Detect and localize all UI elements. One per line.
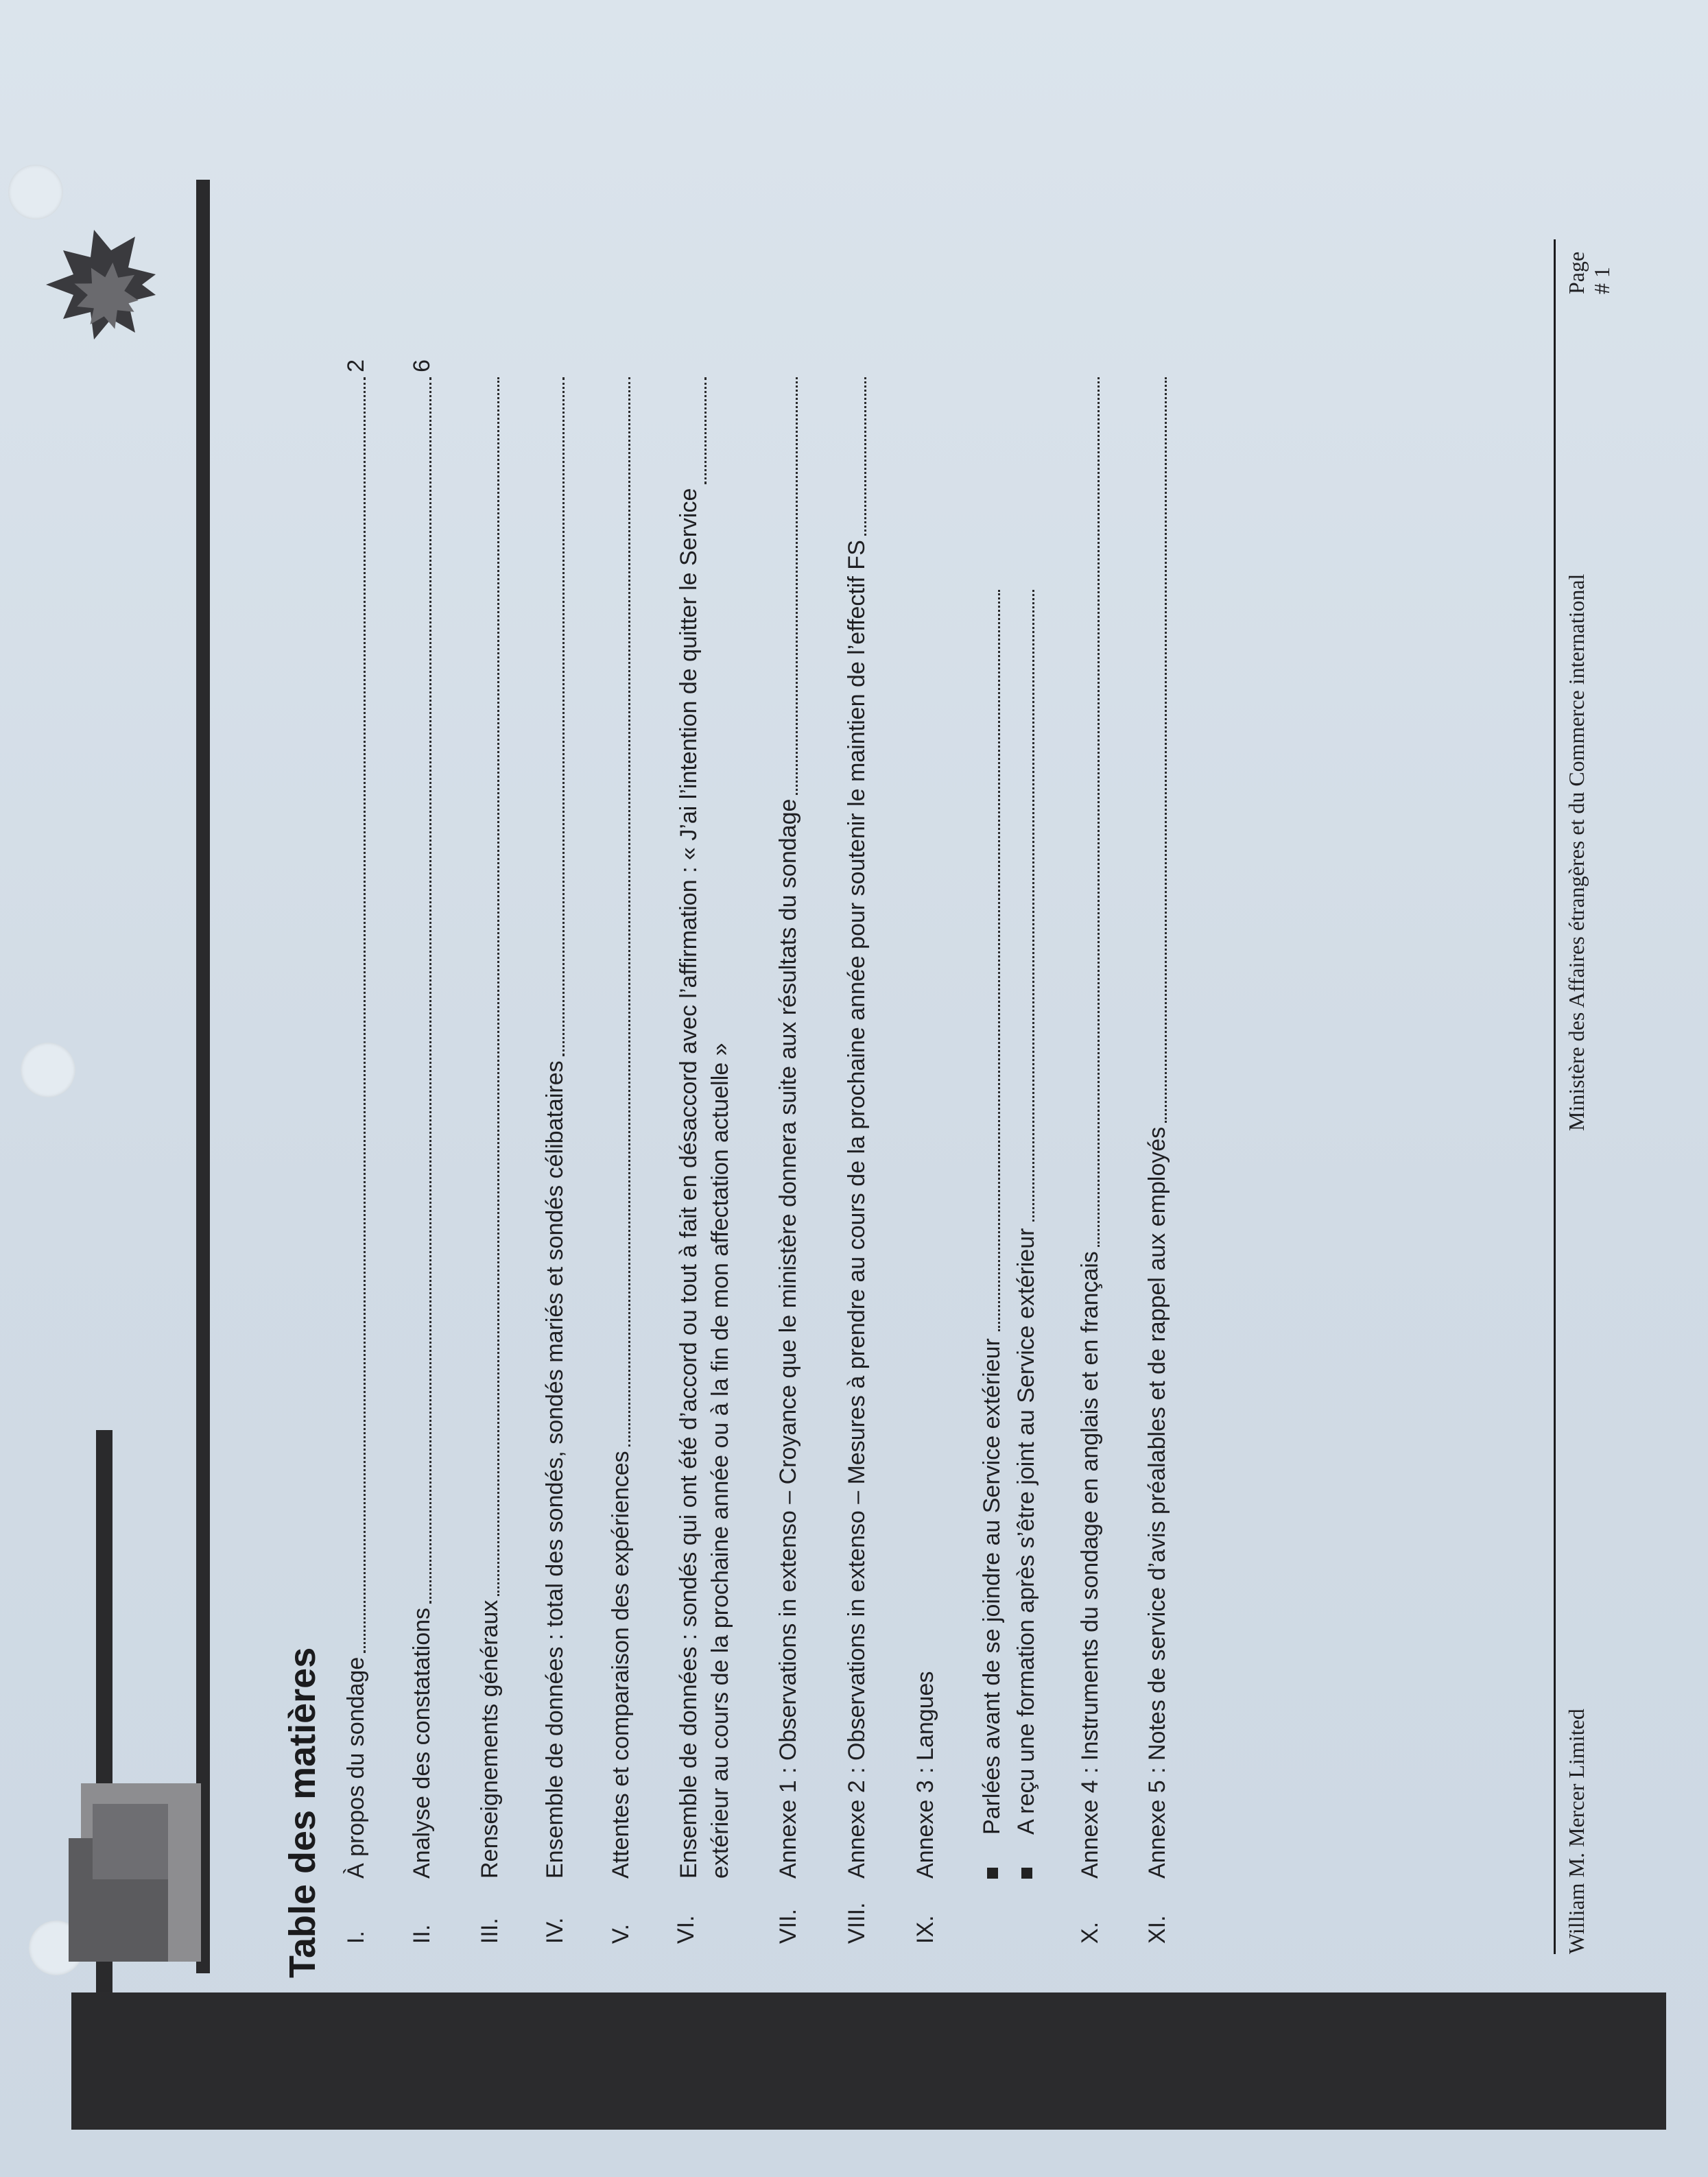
- toc-entry[interactable]: [409, 359, 450, 1944]
- dot-leader: [608, 377, 630, 1447]
- toc-entry[interactable]: [673, 359, 748, 1944]
- dot-leader: [844, 377, 866, 536]
- dot-leader: [1077, 377, 1100, 1247]
- toc-entry[interactable]: [477, 359, 518, 1944]
- dot-leader: [1144, 377, 1167, 1123]
- toc-number: VI.: [673, 1915, 699, 1944]
- dot-leader: [477, 377, 499, 1596]
- toc-number: V.: [608, 1923, 634, 1944]
- sub-item-label: Parlées avant de se joindre au Service extérieur: [979, 1338, 1005, 1835]
- toc-number: I.: [343, 1931, 369, 1944]
- toc-label: Ensemble de données : total des sondés, sondés mariés et sondés célibataires: [542, 1060, 568, 1879]
- footer-company: William M. Mercer Limited: [1564, 1709, 1589, 1954]
- toc-number: VII.: [775, 1908, 801, 1944]
- toc-number: X.: [1077, 1921, 1103, 1944]
- dot-leader: [684, 377, 707, 484]
- toc-entry[interactable]: [1077, 359, 1118, 1944]
- footer-department: Ministère des Affaires étrangères et du Commerce international: [1564, 573, 1589, 1131]
- dot-leader: [775, 377, 798, 795]
- toc-label: Annexe 4 : Instruments du sondage en anglais et en français: [1077, 1251, 1103, 1879]
- toc-label: Annexe 1 : Observations in extenso – Croyance que le ministère donnera suite aux résultats du sondage: [775, 798, 801, 1879]
- bullet-icon: [987, 1868, 998, 1879]
- toc-entry[interactable]: [844, 359, 885, 1944]
- dot-leader: [343, 377, 366, 1653]
- toc-number: III.: [477, 1918, 503, 1944]
- toc-number: VIII.: [844, 1902, 870, 1944]
- toc-label-line: extérieur au cours de la prochaine année ou à la fin de mon affectation actuelle »: [707, 1043, 733, 1879]
- toc-number: IX.: [912, 1915, 938, 1944]
- toc-label: [673, 488, 736, 1879]
- toc-entry[interactable]: [912, 359, 953, 1944]
- dot-leader: [984, 590, 1000, 1331]
- footer-page-number: Page # 1: [1564, 251, 1614, 294]
- page-footer: [1554, 239, 1614, 1954]
- toc-label: Annexe 3 : Langues: [912, 1671, 938, 1879]
- toc-label: À propos du sondage: [343, 1656, 369, 1879]
- dot-leader: [542, 377, 565, 1056]
- bullet-icon: [1021, 1868, 1032, 1879]
- toc-entry[interactable]: [542, 359, 583, 1944]
- sub-item-label: A reçu une formation après s’être joint au Service extérieur: [1013, 1228, 1039, 1835]
- toc-label: Analyse des constatations: [409, 1607, 435, 1879]
- toc-entry[interactable]: [775, 359, 816, 1944]
- dot-leader: [409, 377, 431, 1604]
- toc-label: Renseignements généraux: [477, 1599, 503, 1879]
- toc-entry[interactable]: [343, 359, 384, 1944]
- toc-label: Annexe 5 : Notes de service d’avis préalables et de rappel aux employés: [1144, 1126, 1170, 1879]
- page-title: Table des matières: [282, 1647, 323, 1978]
- toc-entry[interactable]: [608, 359, 649, 1944]
- toc-page-number: 2: [343, 359, 369, 372]
- toc-entry[interactable]: [1144, 359, 1185, 1944]
- list-item[interactable]: [979, 586, 1006, 1879]
- toc-label-line: Ensemble de données : sondés qui ont été d’accord ou tout à fait en désaccord avec l’affirmation : « J’ai l’intention de quitter le Service: [676, 488, 702, 1879]
- toc-number: IV.: [542, 1917, 568, 1944]
- toc-page-number: 6: [409, 359, 435, 372]
- dot-leader: [1019, 590, 1034, 1222]
- toc-label: Attentes et comparaison des expériences: [608, 1451, 634, 1879]
- toc-label: Annexe 2 : Observations in extenso – Mesures à prendre au cours de la prochaine année pour soutenir le maintien de l’effectif FS: [844, 540, 870, 1879]
- toc-number: II.: [409, 1924, 435, 1944]
- list-item[interactable]: [1013, 586, 1040, 1879]
- toc-number: XI.: [1144, 1915, 1170, 1944]
